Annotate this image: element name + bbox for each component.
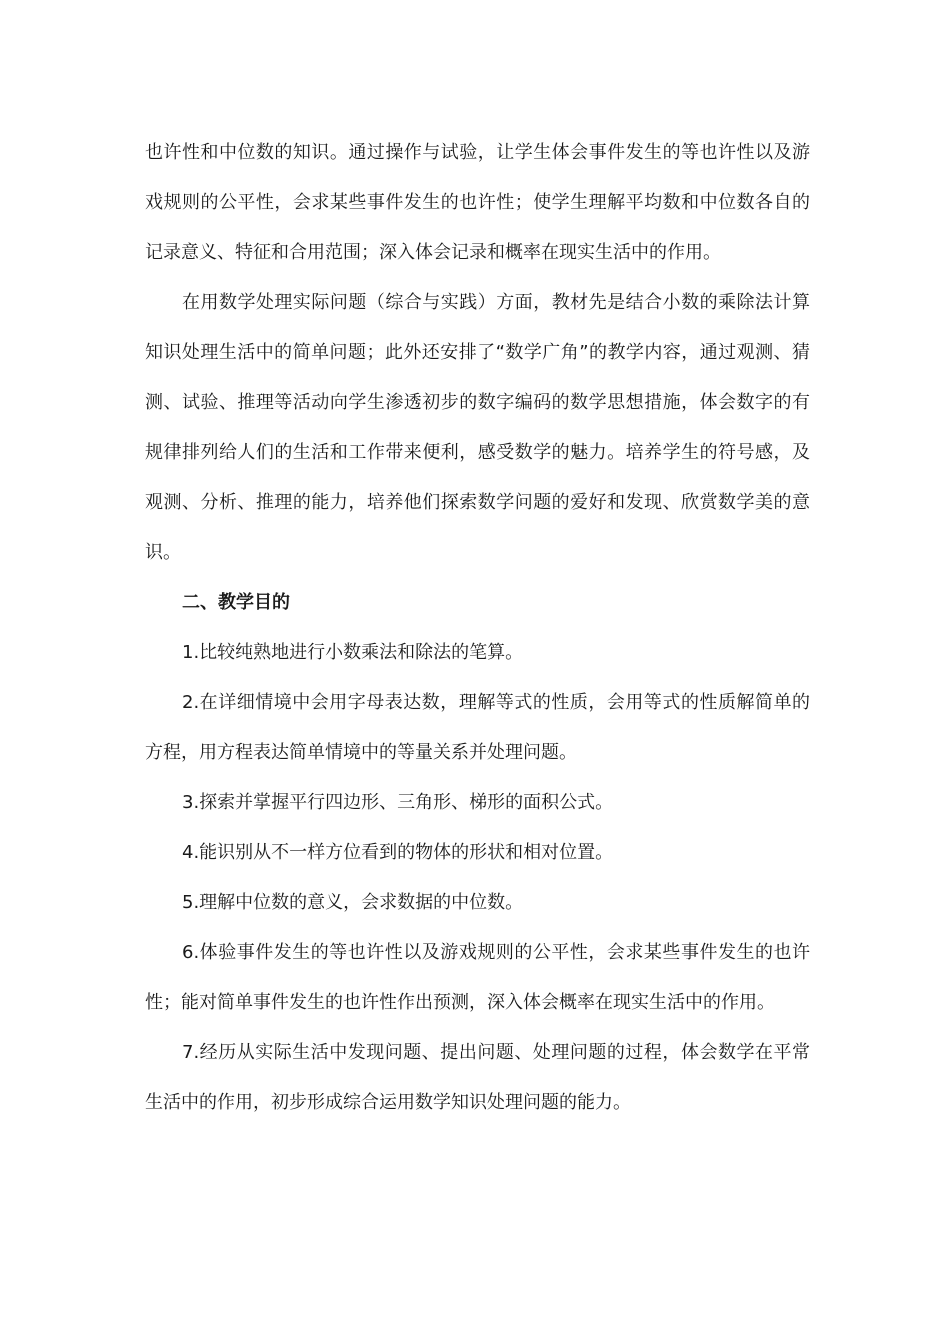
paragraph-probability-intro: 也许性和中位数的知识。通过操作与试验，让学生体会事件发生的等也许性以及游戏规则的公平性，会求某些事件发生的也许性；使学生理解平均数和中位数各自的记录意义、特征和合用范围；深入体会记录和概率在现实生活中的作用。 — [145, 142, 810, 263]
document-body — [145, 128, 810, 1128]
goal-item-3: 3.探索并掌握平行四边形、三角形、梯形的面积公式。 — [182, 792, 614, 813]
goal-item-6: 6.体验事件发生的等也许性以及游戏规则的公平性，会求某些事件发生的也许性；能对简单事件发生的也许性作出预测，深入体会概率在现实生活中的作用。 — [145, 942, 810, 1013]
goal-item-2: 2.在详细情境中会用字母表达数，理解等式的性质，会用等式的性质解简单的方程，用方程表达简单情境中的等量关系并处理问题。 — [145, 692, 810, 763]
goal-item-1: 1.比较纯熟地进行小数乘法和除法的笔算。 — [182, 642, 524, 663]
goal-item-4: 4.能识别从不一样方位看到的物体的形状和相对位置。 — [182, 842, 614, 863]
goal-item-5: 5.理解中位数的意义，会求数据的中位数。 — [182, 892, 524, 913]
section-heading-teaching-goals: 二、教学目的 — [182, 592, 290, 613]
goal-item-7: 7.经历从实际生活中发现问题、提出问题、处理问题的过程，体会数学在平常生活中的作用，初步形成综合运用数学知识处理问题的能力。 — [145, 1042, 810, 1113]
paragraph-practice-application: 在用数学处理实际问题（综合与实践）方面，教材先是结合小数的乘除法计算知识处理生活中的简单问题；此外还安排了“数学广角”的教学内容，通过观测、猜测、试验、推理等活动向学生渗透初步的数字编码的数学思想措施，体会数字的有规律排列给人们的生活和工作带来便利，感受数学的魅力。培养学生的符号感，及观测、分析、推理的能力，培养他们探索数学问题的爱好和发现、欣赏数学美的意识。 — [145, 292, 810, 563]
